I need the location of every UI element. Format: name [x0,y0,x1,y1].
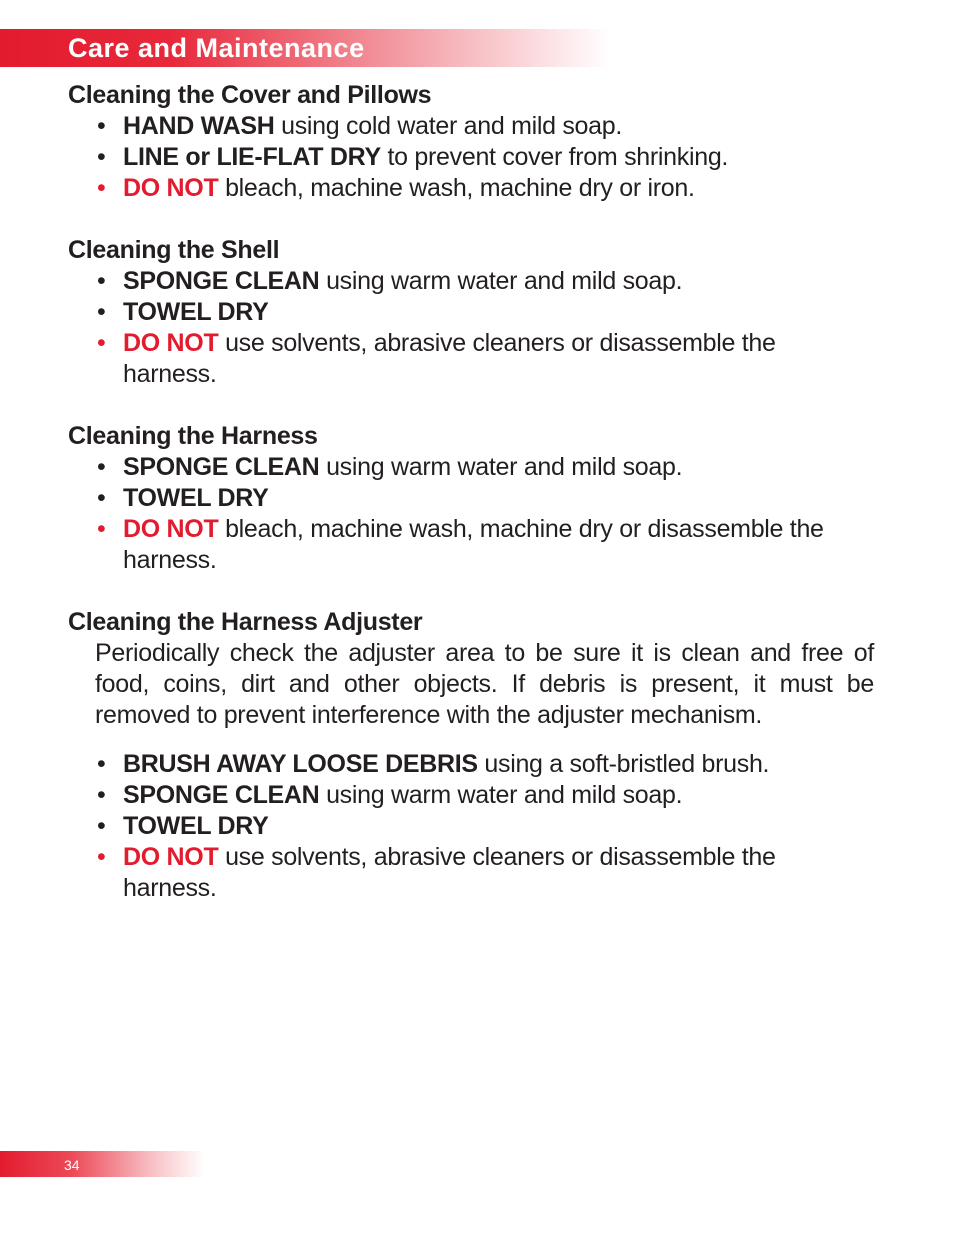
section-harness [68,421,874,576]
instruction-list [68,266,874,390]
list-item [68,142,874,173]
list-item-warning [68,514,874,576]
section-cover-and-pillows [68,80,874,204]
instruction-list [68,749,874,904]
bullet-icon: • [97,750,106,778]
instruction-text: to prevent cover from shrinking. [380,143,729,171]
list-item [68,483,874,514]
instruction-keyword: SPONGE CLEAN [123,781,320,809]
section-heading: Cleaning the Harness Adjuster [68,608,423,636]
list-item [68,811,874,842]
footer-band [0,1151,205,1177]
page-number: 34 [64,1157,80,1173]
instruction-text: use solvents, abrasive cleaners or disassemble the harness. [123,843,776,902]
instruction-keyword: TOWEL DRY [123,298,269,326]
warning-keyword: DO NOT [123,843,219,871]
instruction-text: bleach, machine wash, machine dry or iron. [218,174,695,202]
instruction-text: bleach, machine wash, machine dry or disassemble the harness. [123,515,824,574]
page-title: Care and Maintenance [68,33,365,63]
instruction-text: use solvents, abrasive cleaners or disassemble the harness. [123,329,776,388]
bullet-icon: • [97,329,106,357]
bullet-icon: • [97,174,106,202]
instruction-keyword: SPONGE CLEAN [123,267,320,295]
list-item-warning [68,842,874,904]
instruction-text: using warm water and mild soap. [319,453,683,481]
instruction-text: using a soft-bristled brush. [477,750,770,778]
bullet-icon: • [97,515,106,543]
instruction-text: using warm water and mild soap. [319,267,683,295]
instruction-keyword: BRUSH AWAY LOOSE DEBRIS [123,750,478,778]
instruction-keyword: HAND WASH [123,112,275,140]
bullet-icon: • [97,484,106,512]
bullet-icon: • [97,267,106,295]
instruction-keyword: TOWEL DRY [123,812,269,840]
instruction-keyword: SPONGE CLEAN [123,453,320,481]
instruction-keyword: TOWEL DRY [123,484,269,512]
instruction-text: using warm water and mild soap. [319,781,683,809]
section-heading: Cleaning the Shell [68,236,280,264]
bullet-icon: • [97,453,106,481]
bullet-icon: • [97,843,106,871]
list-item [68,452,874,483]
section-shell [68,235,874,390]
bullet-icon: • [97,298,106,326]
list-item [68,266,874,297]
list-item [68,780,874,811]
list-item-warning [68,328,874,390]
bullet-icon: • [97,112,106,140]
page-content [68,80,874,935]
section-heading: Cleaning the Cover and Pillows [68,81,432,109]
bullet-icon: • [97,143,106,171]
warning-keyword: DO NOT [123,174,219,202]
warning-keyword: DO NOT [123,329,219,357]
list-item [68,111,874,142]
bullet-icon: • [97,781,106,809]
adjuster-paragraph: Periodically check the adjuster area to be sure it is clean and free of food, coins, dirt and other objects. If debris is present, it must be removed to prevent interference with the adjuster mechanism. [95,639,874,729]
warning-keyword: DO NOT [123,515,219,543]
instruction-text: using cold water and mild soap. [274,112,623,140]
list-item-warning [68,173,874,204]
list-item [68,749,874,780]
bullet-icon: • [97,812,106,840]
section-harness-adjuster [68,607,874,904]
section-heading: Cleaning the Harness [68,422,318,450]
instruction-keyword: LINE or LIE-FLAT DRY [123,143,381,171]
instruction-list [68,111,874,204]
instruction-list [68,452,874,576]
list-item [68,297,874,328]
